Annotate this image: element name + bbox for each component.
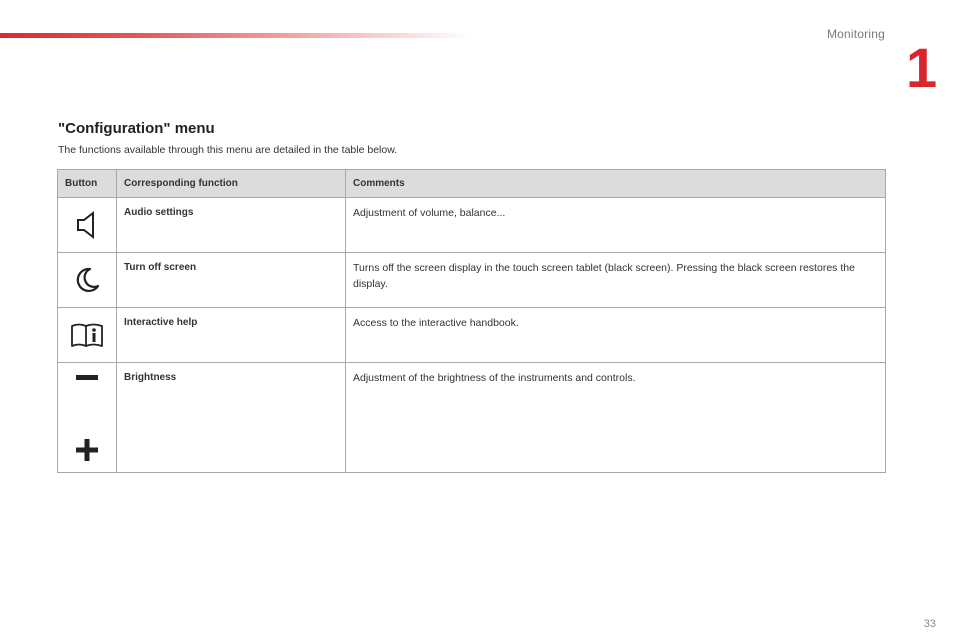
function-comment: Access to the interactive handbook. [346, 308, 886, 363]
book-info-icon [70, 322, 104, 348]
table-row [58, 253, 886, 308]
section-name: Monitoring [826, 27, 885, 41]
column-header-button: Button [58, 170, 117, 198]
intro-text: The functions available through this menu are detailed in the table below. [58, 144, 398, 156]
speaker-icon [76, 210, 98, 240]
moon-icon [74, 267, 100, 293]
function-name: Brightness [117, 363, 346, 473]
button-cell [58, 198, 117, 253]
table-row [58, 363, 886, 473]
page-title: "Configuration" menu [58, 120, 215, 137]
configuration-table [57, 169, 886, 473]
function-comment: Adjustment of volume, balance... [346, 198, 886, 253]
header-accent-bar [0, 33, 470, 38]
minus-icon [76, 375, 98, 381]
function-name: Interactive help [117, 308, 346, 363]
function-comment: Turns off the screen display in the touch screen tablet (black screen). Pressing the black screen restores the display. [346, 253, 886, 308]
function-name: Audio settings [117, 198, 346, 253]
minus-plus-icon [58, 367, 116, 469]
function-name: Turn off screen [117, 253, 346, 308]
table-row [58, 198, 886, 253]
table-row [58, 308, 886, 363]
chapter-number: 1 [906, 36, 938, 99]
plus-icon [76, 439, 98, 461]
button-cell [58, 363, 117, 473]
function-comment: Adjustment of the brightness of the instruments and controls. [346, 363, 886, 473]
table-header-row [58, 170, 886, 198]
column-header-comments: Comments [346, 170, 886, 198]
page-number: 33 [923, 618, 936, 630]
column-header-function: Corresponding function [117, 170, 346, 198]
button-cell [58, 253, 117, 308]
button-cell [58, 308, 117, 363]
